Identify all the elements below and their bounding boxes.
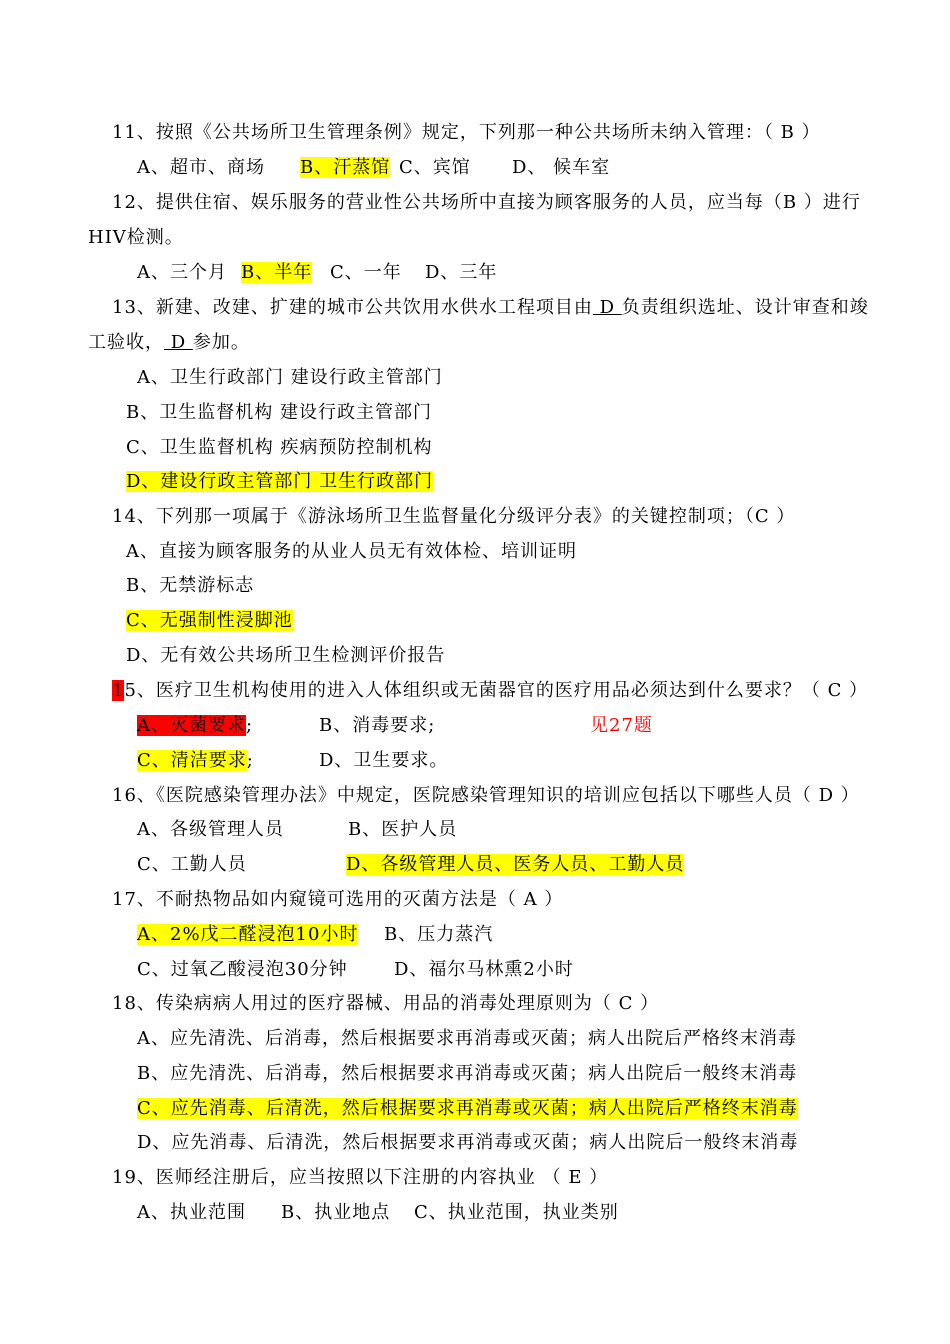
option-c: C、卫生监督机构 疾病预防控制机构 — [126, 437, 433, 458]
question-stem: 、医疗卫生机构使用的进入人体组织或无菌器官的医疗用品必须达到什么要求？（ C ） — [136, 680, 869, 701]
option-c-answer: C、清洁要求 — [137, 750, 247, 771]
option-d: D、卫生要求。 — [319, 750, 449, 771]
option-b: B、卫生监督机构 建设行政主管部门 — [126, 402, 432, 423]
option-c: C、工勤人员 — [137, 854, 247, 875]
option-c-wrap — [137, 749, 254, 773]
question-stem-line2: 工验收， — [88, 332, 164, 353]
option-b: B、应先清洗、后消毒，然后根据要求再消毒或灭菌；病人出院后一般终末消毒 — [137, 1063, 798, 1084]
question-stem: 、下列那一项属于《游泳场所卫生监督量化分级评分表》的关键控制项；（C ） — [136, 506, 796, 527]
option-b-wrap — [241, 261, 312, 285]
question-13 — [112, 296, 869, 320]
question-number: 17 — [112, 889, 137, 910]
question-stem: 、提供住宿、娱乐服务的营业性公共场所中直接为顾客服务的人员，应当每（B ）进行 — [136, 192, 861, 213]
question-17 — [112, 888, 563, 912]
option-a: A、超市、商场 — [137, 157, 265, 178]
question-11-options — [137, 156, 265, 180]
question-number: 12 — [112, 192, 137, 213]
option-c-wrap — [126, 609, 293, 633]
question-14 — [112, 505, 795, 529]
question-number: 18 — [112, 993, 137, 1014]
question-number: 11 — [112, 122, 137, 143]
option-d-wrap — [126, 470, 433, 494]
option-a: A、三个月 — [137, 262, 227, 283]
question-18 — [112, 992, 659, 1016]
option-b: B、执业地点 — [281, 1202, 391, 1223]
option-b-answer: B、半年 — [241, 262, 313, 283]
option-c-answer: C、无强制性浸脚池 — [126, 610, 293, 631]
question-15 — [112, 679, 868, 703]
question-number: 5 — [124, 680, 137, 701]
option-b-answer: B、汗蒸馆 — [300, 157, 391, 178]
option-a-answer: A、2%戊二醛浸泡10小时 — [137, 924, 359, 945]
question-16 — [112, 784, 860, 808]
option-c: C、执业范围，执业类别 — [414, 1202, 619, 1223]
question-number: 19 — [112, 1167, 137, 1188]
option-c: C、宾馆 — [399, 157, 471, 178]
option-c-wrap — [137, 1097, 798, 1121]
question-stem: 、《医院感染管理办法》中规定，医院感染管理知识的培训应包括以下哪些人员（ D ） — [136, 785, 860, 806]
question-stem-cont: 负责组织选址、设计审查和竣 — [621, 297, 869, 318]
option-a-wrap — [137, 714, 253, 738]
option-d: D、三年 — [425, 262, 498, 283]
option-b: B、无禁游标志 — [126, 575, 255, 596]
question-stem: 、按照《公共场所卫生管理条例》规定，下列那一种公共场所未纳入管理：（ B ） — [136, 122, 821, 143]
option-d: D、无有效公共场所卫生检测评价报告 — [126, 645, 446, 666]
question-stem: 、传染病病人用过的医疗器械、用品的消毒处理原则为（ C ） — [136, 993, 660, 1014]
question-number: 16 — [112, 785, 137, 806]
separator: ; — [246, 715, 254, 736]
question-13-cont — [88, 331, 250, 355]
question-11 — [112, 121, 821, 145]
option-c-answer: C、应先消毒、后清洗，然后根据要求再消毒或灭菌；病人出院后严格终末消毒 — [137, 1098, 798, 1119]
option-c: C、一年 — [330, 262, 402, 283]
option-b: B、医护人员 — [348, 819, 458, 840]
answer-blank: D — [164, 332, 193, 353]
option-a-flagged: A、灭菌要求 — [137, 715, 246, 736]
option-d-answer: D、各级管理人员、医务人员、工勤人员 — [346, 854, 685, 875]
question-number: 13 — [112, 297, 137, 318]
question-number-flag: 1 — [112, 680, 125, 701]
option-a: A、直接为顾客服务的从业人员无有效体检、培训证明 — [126, 541, 577, 562]
option-d-wrap — [346, 853, 684, 877]
option-a: A、执业范围 — [137, 1202, 246, 1223]
question-stem: 、不耐热物品如内窥镜可选用的灭菌方法是（ A ） — [136, 889, 564, 910]
separator: ; — [246, 750, 254, 771]
question-stem: 、医师经注册后，应当按照以下注册的内容执业 （ E ） — [136, 1167, 609, 1188]
option-d-answer: D、建设行政主管部门 卫生行政部门 — [126, 471, 434, 492]
option-b-wrap — [300, 156, 390, 180]
option-a: A、应先清洗、后消毒，然后根据要求再消毒或灭菌；病人出院后严格终末消毒 — [137, 1028, 797, 1049]
side-note: 见27题 — [590, 715, 653, 736]
option-d: D、福尔马林熏2小时 — [394, 959, 574, 980]
option-d: D、应先消毒、后清洗，然后根据要求再消毒或灭菌；病人出院后一般终末消毒 — [137, 1132, 799, 1153]
option-a: A、卫生行政部门 建设行政主管部门 — [137, 367, 443, 388]
answer-blank: D — [592, 297, 622, 318]
question-stem-end: 参加。 — [192, 332, 250, 353]
option-a-wrap — [137, 923, 358, 947]
question-12 — [112, 191, 861, 215]
option-d: D、 候车室 — [512, 157, 611, 178]
question-stem: 、新建、改建、扩建的城市公共饮用水供水工程项目由 — [136, 297, 593, 318]
option-a: A、各级管理人员 — [137, 819, 284, 840]
option-b: B、压力蒸汽 — [384, 924, 494, 945]
question-number: 14 — [112, 506, 137, 527]
option-b: B、消毒要求; — [319, 715, 436, 736]
question-19 — [112, 1166, 608, 1190]
question-12-cont: HIV检测。 — [88, 227, 184, 248]
option-c: C、过氧乙酸浸泡30分钟 — [137, 959, 348, 980]
